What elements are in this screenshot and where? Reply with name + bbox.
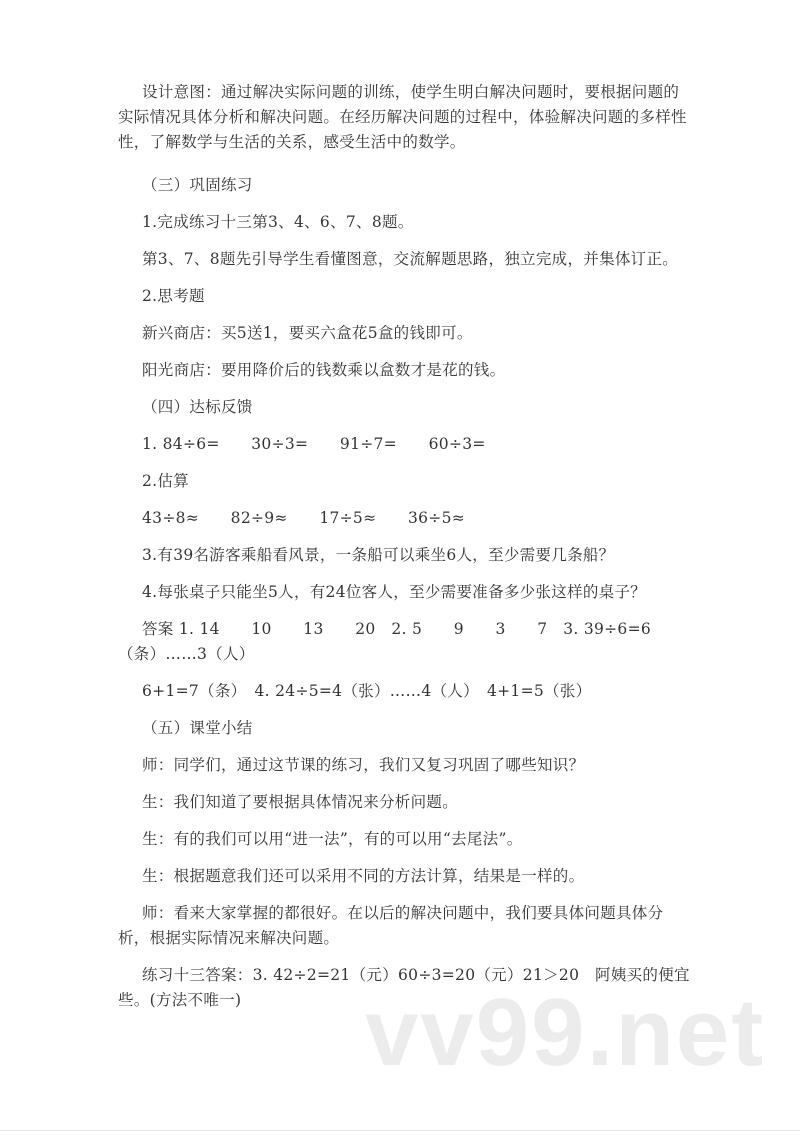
paragraph: 4.每张桌子只能坐5人，有24位客人，至少需要准备多少张这样的桌子？	[142, 583, 647, 601]
answer-paragraph: 练习十三答案：3. 42÷2=21（元）60÷3=20（元）21＞20 阿姨买的便宜些。(方法不唯一)	[118, 966, 690, 1009]
paragraph: 2.思考题	[142, 287, 205, 305]
paragraph: 生：我们知道了要根据具体情况来分析问题。	[142, 793, 459, 811]
section-heading: （四）达标反馈	[142, 398, 253, 416]
answer-paragraph: 答案 1. 14 10 13 20 2. 5 9 3 7 3. 39÷6=6（条）……3（人）	[118, 620, 652, 663]
watermark: vv99.net	[365, 979, 766, 1086]
design-intent-paragraph: 设计意图：通过解决实际问题的训练，使学生明白解决问题时，要根据问题的实际情况具体分析和解决问题。在经历解决问题的过程中，体验解决问题的多样性性，了解数学与生活的关系，感受生活中的数学。	[118, 83, 687, 151]
section-heading: （五）课堂小结	[142, 719, 253, 737]
page-edge-divider	[0, 1130, 800, 1131]
paragraph: 2.估算	[142, 472, 189, 490]
paragraph: 43÷8≈ 82÷9≈ 17÷5≈ 36÷5≈	[142, 509, 466, 527]
paragraph: 第3、7、8题先引导学生看懂图意，交流解题思路，独立完成，并集体订正。	[142, 250, 679, 268]
paragraph: 1.完成练习十三第3、4、6、7、8题。	[142, 213, 414, 231]
paragraph: 师：同学们，通过这节课的练习，我们又复习巩固了哪些知识？	[142, 756, 585, 774]
paragraph: 生：有的我们可以用“进一法”，有的可以用“去尾法”。	[142, 830, 523, 848]
paragraph: 阳光商店：要用降价后的钱数乘以盒数才是花的钱。	[142, 361, 506, 379]
document-page	[118, 80, 690, 1025]
paragraph: 6+1=7（条） 4. 24÷5=4（张）……4（人） 4+1=5（张）	[142, 682, 592, 700]
paragraph: 新兴商店：买5送1，要买六盒花5盒的钱即可。	[142, 324, 473, 342]
paragraph: 1. 84÷6= 30÷3= 91÷7= 60÷3=	[142, 435, 486, 453]
paragraph: 生：根据题意我们还可以采用不同的方法计算，结果是一样的。	[142, 867, 585, 885]
paragraph: 3.有39名游客乘船看风景，一条船可以乘坐6人，至少需要几条船？	[142, 546, 615, 564]
paragraph: 师：看来大家掌握的都很好。在以后的解决问题中，我们要具体问题具体分析，根据实际情况来解决问题。	[118, 904, 664, 947]
section-heading: （三）巩固练习	[142, 176, 253, 194]
